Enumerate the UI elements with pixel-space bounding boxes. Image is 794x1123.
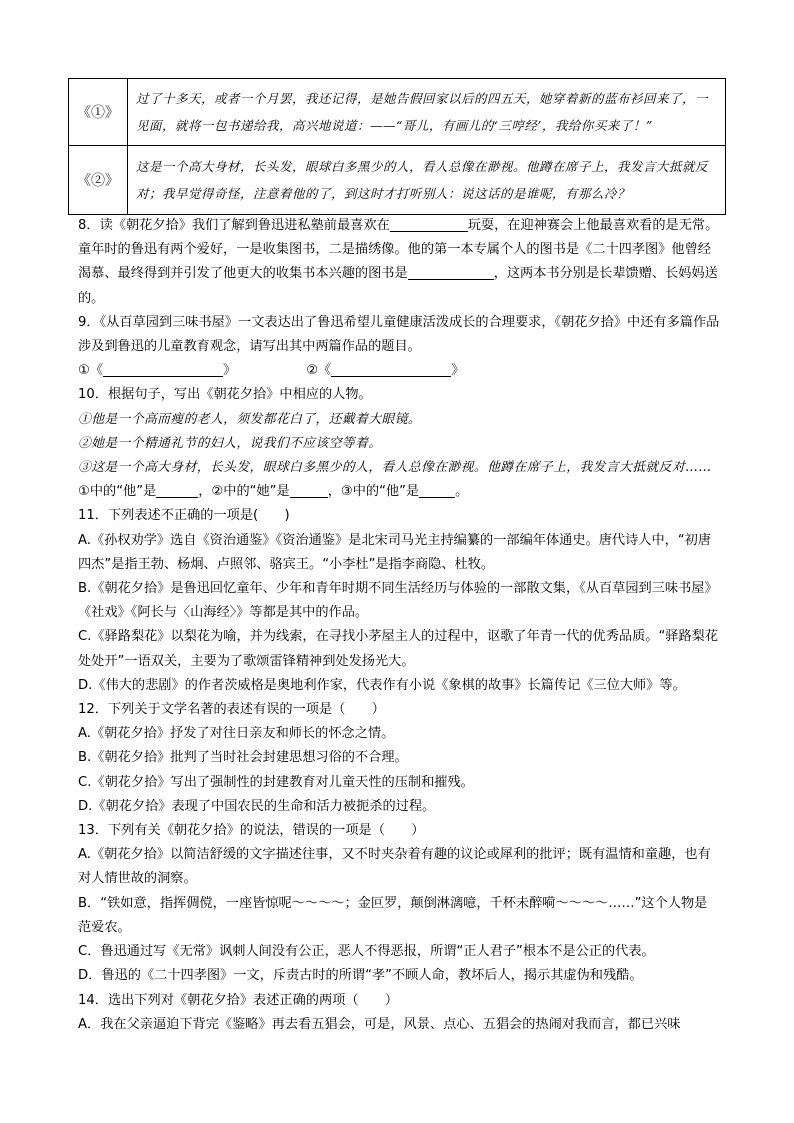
option-d: D．鲁迅的《二十四孝图》一文，斥责古时的所谓“孝”不顾人命，教坏后人，揭示其虚伪和残酷。 [78,968,643,984]
option-b: B．“铁如意，指挥倜傥，一座皆惊呢～～～～；金叵罗，颠倒淋漓噫，千杯未醉嗬～～～～……”这个人物是范爱农。 [78,895,708,935]
answer-blank[interactable] [419,482,455,498]
quote-text: 这是一个高大身材，长头发，眼球白多黑少的人，看人总像在渺视。他蹲在席子上，我发言大抵就反对；我早觉得奇怪，注意着他的了，到这时才打听别人：说这话的是谁呢，有那么冷？ [128,146,726,215]
answer-blank[interactable] [408,264,494,280]
q9-close-b: 》 [451,363,465,379]
quote-label: 《①》 [69,79,128,146]
q9-open-b: ②《 [306,363,332,379]
option-d: D.《伟大的悲剧》的作者茨威格是奥地利作家，代表作有小说《象棋的故事》长篇传记《三位大师》等。 [78,677,686,693]
option-c: C.《驿路梨花》以梨花为喻，并为线索，在寻找小茅屋主人的过程中，讴歌了年青一代的优秀品质。“驿路梨花处处开”一语双关，主要为了歌颂雷锋精神到处发扬光大。 [78,629,719,669]
q10-text-b: ，②中的“她”是 [198,484,290,500]
question-12-stem: 12．下列关于文学名著的表述有误的一项是（ ） [78,702,385,718]
q8-text-c: ，这两本书分别是长辈馈赠、长妈妈送的。 [78,266,718,306]
q9-close-a: 》 [223,363,237,379]
answer-blank[interactable] [156,482,198,498]
option-a: A．我在父亲逼迫下背完《鉴略》再去看五猖会，可是，风景、点心、五猖会的热闹对我而言，都已兴味 [78,1016,681,1032]
answer-blank[interactable] [103,361,223,377]
quote-text: 过了十多天，或者一个月罢，我还记得，是她告假回家以后的四五天，她穿着新的蓝布衫回来了，一见面，就将一包书递给我，高兴地说道：——“哥儿，有画儿的‘三哼经’，我给你买来了！” [128,79,726,146]
q8-text-b: 玩耍，在迎神赛会上他最喜欢看的是无常。童年时的鲁迅有两个爱好，一是收集图书，二是描绣像。他的第一本专属个人的图书是《二十四孝图》他曾经渴慕、最终得到并引发了他更大的收集书本兴趣的图书是 [78,218,719,282]
option-a: A.《孙权劝学》选自《资治通鉴》《资治通鉴》是北宋司马光主持编纂的一部编年体通史。唐代诗人中，“初唐四杰”是指王勃、杨炯、卢照邻、骆宾王。“小李杜”是指李商隐、杜牧。 [78,532,712,572]
quote-sentence-3: ③这是一个高大身材，长头发，眼球白多黑少的人，看人总像在渺视。他蹲在席子上，我发言大抵就反对…… [78,460,712,476]
option-b: B.《朝花夕拾》是鲁迅回忆童年、少年和青年时期不同生活经历与体验的一部散文集，《从百草园到三味书屋》《社戏》《阿长与〈山海经〉》等都是其中的作品。 [78,581,718,621]
answer-blank[interactable] [390,216,468,232]
option-b: B.《朝花夕拾》批判了当时社会封建思想习俗的不合理。 [78,750,408,766]
q10-text-c: ，③中的“他”是 [327,484,420,500]
question-9: 9．《从百草园到三味书屋》一文表达出了鲁迅希望儿童健康活泼成长的合理要求，《朝花夕拾》中还有多篇作品涉及到鲁迅的儿童教育观念，请写出其中两篇作品的题目。 [78,314,720,355]
question-8 [78,214,720,311]
q9-open-a: ①《 [78,363,104,379]
quote-table [68,78,726,215]
question-11-stem: 11．下列表述不正确的一项是( ) [78,508,290,524]
option-c: C．鲁迅通过写《无常》讽刺人间没有公正，恶人不得恶报，所谓“正人君子”根本不是公正的代表。 [78,944,655,960]
q8-text-a: 8．读《朝花夕拾》我们了解到鲁迅进私塾前最喜欢在 [78,218,390,233]
quote-label: 《②》 [69,146,128,215]
option-d: D.《朝花夕拾》表现了中国农民的生命和活力被扼杀的过程。 [78,798,436,814]
question-14-stem: 14．选出下列对《朝花夕拾》表述正确的两项（ ） [78,992,399,1008]
quote-sentence-1: ①他是一个高而瘦的老人，须发都花白了，还戴着大眼镜。 [78,411,422,427]
answer-blank[interactable] [331,361,451,377]
quote-sentence-2: ②她是一个精通礼节的妇人，说我们不应该空等着。 [78,435,382,451]
option-c: C.《朝花夕拾》写出了强制性的封建教育对儿童天性的压制和摧残。 [78,774,474,790]
quote-row [69,79,726,146]
option-a: A.《朝花夕拾》以简洁舒缓的文字描述往事，又不时夹杂着有趣的议论或犀利的批评；既有温情和童趣，也有对人情世故的洞察。 [78,847,711,887]
question-10-answers [78,480,720,504]
question-list [78,214,720,1037]
quote-row [69,146,726,215]
q10-text-d: 。 [455,484,469,500]
question-13-stem: 13．下列有关《朝花夕拾》的说法，错误的一项是（ ） [78,823,425,839]
question-10: 10．根据句子，写出《朝花夕拾》中相应的人物。 [78,387,372,403]
option-a: A.《朝花夕拾》抒发了对往日亲友和师长的怀念之情。 [78,726,395,742]
q10-text-a: ①中的“他”是 [78,484,157,500]
answer-blank[interactable] [290,482,328,498]
question-9-answers [78,359,720,383]
